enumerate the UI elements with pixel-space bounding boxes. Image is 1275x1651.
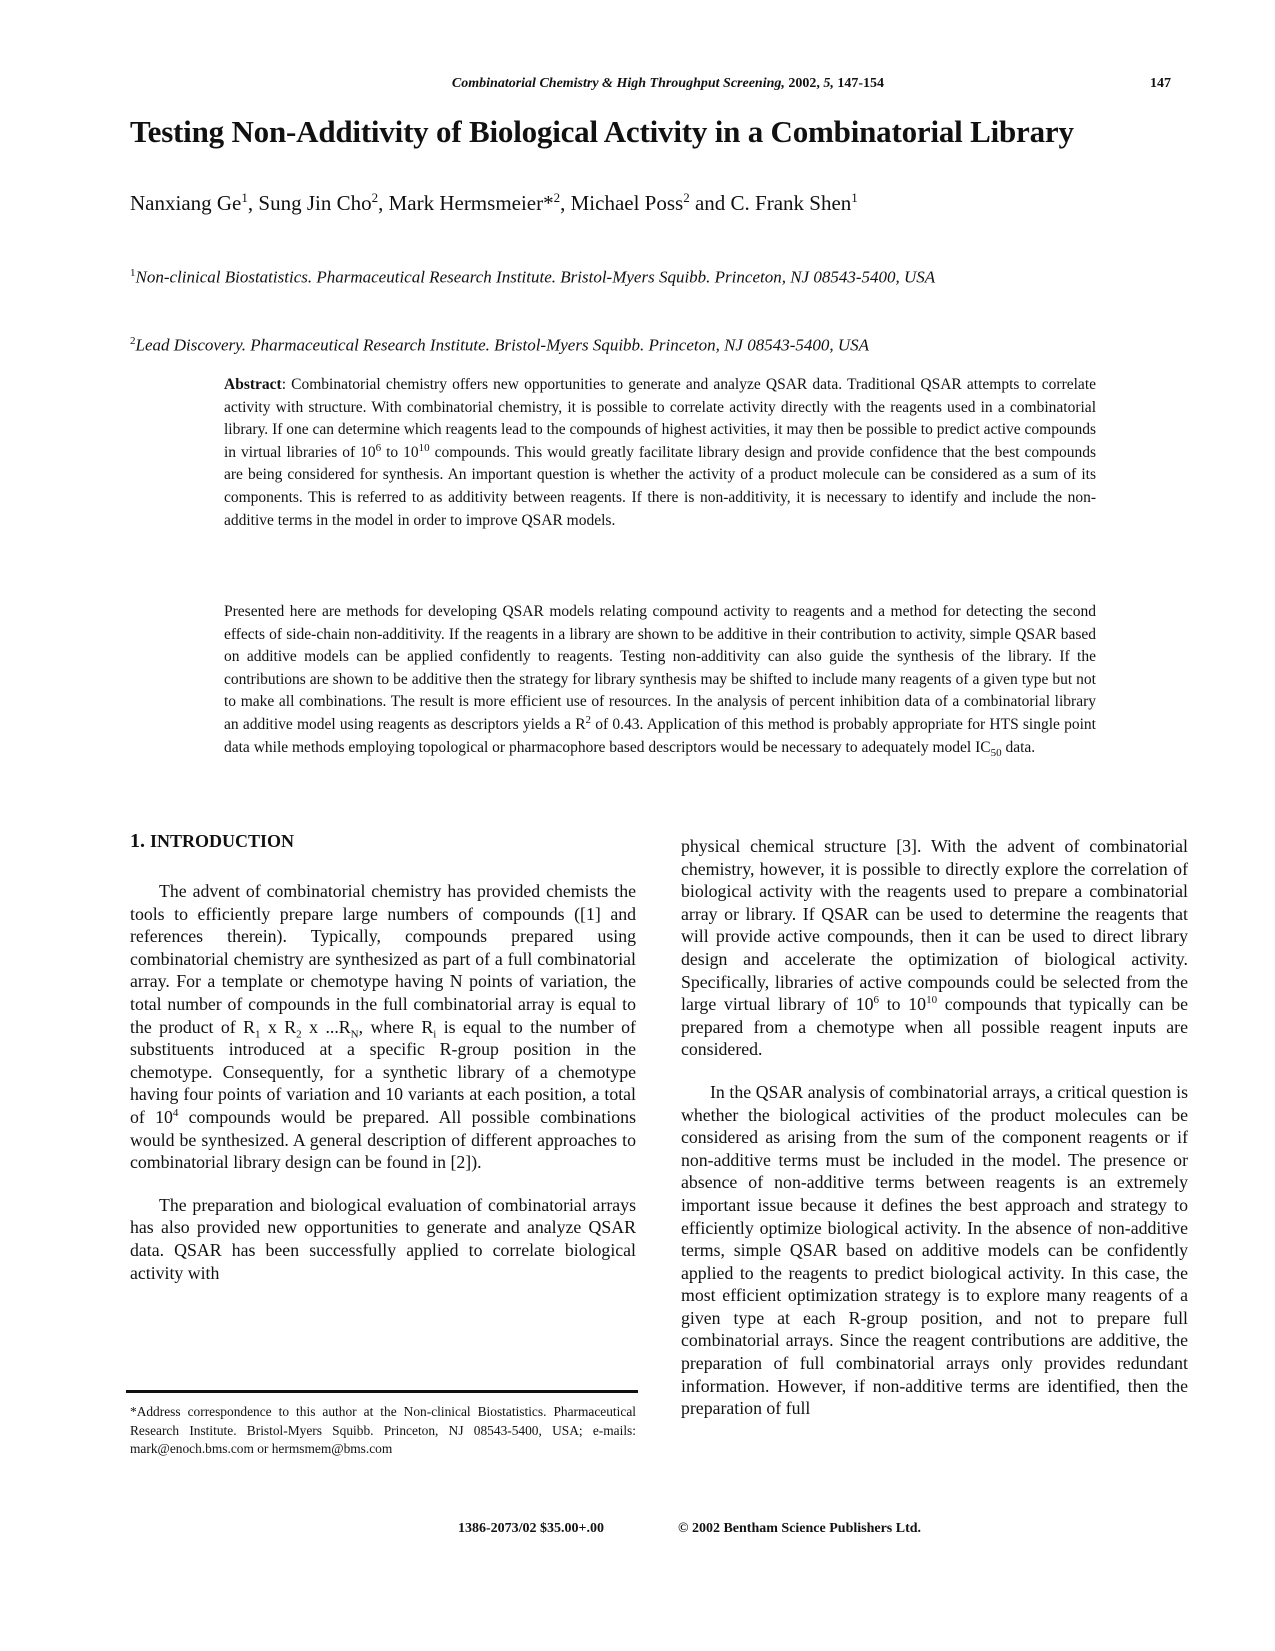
affiliation: $^2$Lead Discovery. Pharmaceutical Research Institute. Bristol-Myers Squibb. Princeton, NJ 08543-5400, USA [130, 335, 870, 355]
author: C. Frank Shen$^1$ [730, 190, 858, 215]
footnote-rule [126, 1390, 638, 1393]
journal-volume: 5, [823, 76, 834, 91]
left-column [130, 880, 636, 1304]
abstract-label: Abstract [224, 376, 282, 393]
body-paragraph: In the QSAR analysis of combinatorial arrays, a critical question is whether the biological activities of the product molecules can be considered as arising from the sum of the component reagents or if non-additive terms must be included in the model. The presence or absence of non-additive terms between reagents is an extremely important issue because it defines the best approach and strategy to efficiently optimize biological activity. In the absence of non-additive terms, simple QSAR based on additive models can be confidently applied to the reagents to predict biological activity. In this case, the most efficient optimization strategy is to explore many reagents of a given type at each R-group position, and not to prepare full combinatorial arrays. Since the reagent contributions are additive, the preparation of full combinatorial arrays only provides redundant information. However, if non-additive terms are identified, then the preparation of full [681, 1081, 1188, 1419]
page-number: 147 [1150, 76, 1171, 91]
author-list [130, 190, 858, 216]
footnote: *Address correspondence to this author at the Non-clinical Biostatistics. Pharmaceutical Research Institute. Bristol-Myers Squibb. Princeton, NJ 08543-5400, USA; e-mails: mark@enoch.bms.com or hermsmem@bms.com [130, 1404, 636, 1457]
copyright: © 2002 Bentham Science Publishers Ltd. [678, 1521, 922, 1536]
abstract-paragraph: Abstract: Combinatorial chemistry offers new opportunities to generate and analyze QSAR data. Traditional QSAR attempts to correlate activity with structure. With combinatorial chemistry, it is possible to correlate activity directly with the reagents used in a combinatorial library. If one can determine which reagents lead to the compounds of highest activities, it may then be possible to predict active compounds in virtual libraries of $10^6$ to $10^{10}$ compounds. This would greatly facilitate library design and provide confidence that the best compounds are being considered for synthesis. An important question is whether the activity of a product molecule can be considered as a sum of its components. This is referred to as additivity between reagents. If there is non-additivity, it is necessary to identify and include the non-additive terms in the model in order to improve QSAR models. [224, 376, 1096, 529]
journal-pages: 147-154 [837, 76, 885, 91]
author: Mark Hermsmeier*$^2$, [388, 190, 571, 215]
abstract-paragraph: Presented here are methods for developing QSAR models relating compound activity to reagents and a method for detecting the second effects of side-chain non-additivity. If the reagents in a library are shown to be additive in their contribution to activity, simple QSAR based on additive models can be applied confidently to reagents. Testing non-additivity can also guide the synthesis of the library. If the contributions are shown to be additive then the strategy for library synthesis may be shifted to include many reagents of a given type but not to make all combinations. The result is more efficient use of resources. In the analysis of percent inhibition data of a combinatorial library an additive model using reagents as descriptors yields a $R^2$ of 0.43. Application of this method is probably appropriate for HTS single point data while methods employing topological or pharmacophore based descriptors would be necessary to adequately model $IC_{50}$ data. [224, 603, 1096, 759]
right-column [681, 835, 1188, 1440]
running-head [408, 76, 928, 92]
body-paragraph: The advent of combinatorial chemistry has provided chemists the tools to efficiently prepare large numbers of compounds ([1] and references therein). Typically, compounds prepared using combinatorial chemistry are synthesized as part of a full combinatorial array. For a template or chemotype having N points of variation, the total number of compounds in the full combinatorial array is equal to the product of $R_1$ x $R_2$ x $...R_N$, where $R_i$ is equal to the number of substituents introduced at a specific R-group position in the chemotype. Consequently, for a synthetic library of a chemotype having four points of variation and 10 variants at each position, a total of $10^4$ compounds would be prepared. All possible combinations would be synthesized. A general description of different approaches to combinatorial library design can be found in [2]). [130, 881, 636, 1173]
author: Michael Poss$^2$ and [570, 190, 731, 215]
section-heading: 1. INTRODUCTION [130, 830, 295, 852]
issn-price: 1386-2073/02 $35.00+.00 [458, 1521, 605, 1536]
journal-year: 2002, [788, 76, 820, 91]
paper-title: Testing Non-Additivity of Biological Activity in a Combinatorial Library [130, 114, 1074, 149]
journal-name: Combinatorial Chemistry & High Throughput Screening, [451, 76, 785, 91]
author: Sung Jin Cho$^2$, [258, 190, 389, 215]
body-paragraph: The preparation and biological evaluation of combinatorial arrays has also provided new opportunities to generate and analyze QSAR data. QSAR has been successfully applied to correlate biological activity with [130, 1194, 636, 1283]
body-paragraph: physical chemical structure [3]. With the advent of combinatorial chemistry, however, it is possible to directly explore the correlation of biological activity with the reagents used to prepare a combinatorial array or library. If QSAR can be used to determine the reagents that will provide active compounds, then it can be used to direct library design and accelerate the optimization of biological activity. Specifically, libraries of active compounds could be selected from the large virtual library of $10^6$ to $10^{10}$ compounds that typically can be prepared from a chemotype when all possible reagent inputs are considered. [681, 836, 1188, 1060]
affiliation: $^1$Non-clinical Biostatistics. Pharmaceutical Research Institute. Bristol-Myers Squibb. Princeton, NJ 08543-5400, USA [130, 267, 936, 287]
author: Nanxiang Ge$^1$, [130, 190, 259, 215]
